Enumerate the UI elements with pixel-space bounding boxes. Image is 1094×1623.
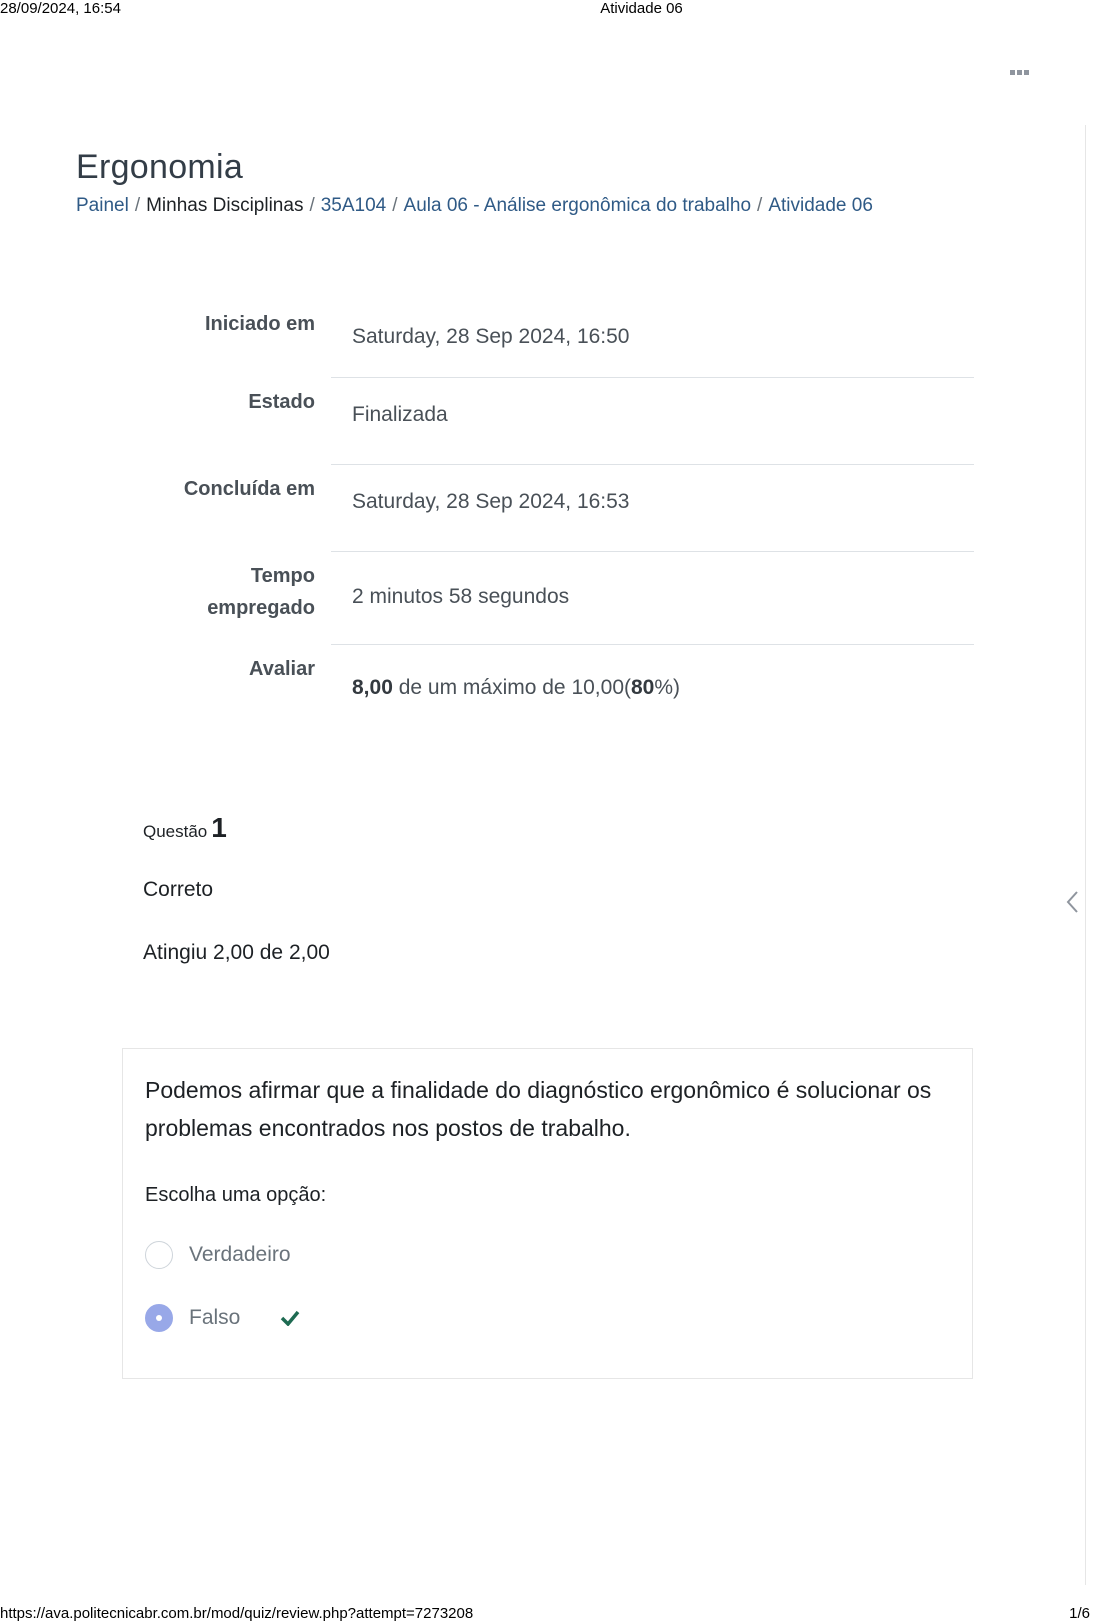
summary-row-started — [122, 300, 974, 378]
radio-falso[interactable] — [145, 1304, 173, 1332]
grade-score: 8,00 — [352, 676, 393, 699]
print-footer-url: https://ava.politecnicabr.com.br/mod/quiz/review.php?attempt=7273208 — [0, 1605, 474, 1622]
time-label — [122, 552, 315, 645]
question-number — [143, 812, 227, 844]
question-content — [122, 1048, 973, 1379]
attempt-summary — [122, 300, 974, 725]
option-label: Verdadeiro — [189, 1243, 291, 1266]
question-state: Correto — [143, 878, 214, 901]
started-value: Saturday, 28 Sep 2024, 16:50 — [331, 300, 974, 378]
question-text: Podemos afirmar que a finalidade do diagnóstico ergonômico é solucionar os problemas encontrados nos postos de trabalho. — [145, 1077, 932, 1141]
time-label-line-2: empregado — [207, 597, 315, 619]
started-label: Iniciado em — [204, 313, 315, 335]
breadcrumb-course-code[interactable]: 35A104 — [320, 195, 387, 216]
question-label: Questão — [143, 822, 208, 841]
option-label: Falso — [189, 1306, 241, 1329]
grade-suffix: %) — [654, 676, 681, 699]
state-value: Finalizada — [331, 378, 974, 465]
summary-row-completed — [122, 465, 974, 552]
state-label: Estado — [248, 391, 315, 413]
breadcrumb-separator: / — [134, 195, 141, 216]
question-grade: Atingiu 2,00 de 2,00 — [143, 941, 330, 964]
breadcrumb-separator: / — [392, 195, 398, 216]
breadcrumb-activity[interactable]: Atividade 06 — [768, 195, 873, 216]
breadcrumb-lesson[interactable]: Aula 06 - Análise ergonômica do trabalho — [403, 195, 752, 216]
print-header-datetime: 28/09/2024, 16:54 — [0, 0, 121, 17]
completed-value: Saturday, 28 Sep 2024, 16:53 — [331, 465, 974, 552]
check-icon — [280, 1310, 300, 1326]
grade-label: Avaliar — [249, 658, 315, 680]
radio-verdadeiro[interactable] — [145, 1241, 173, 1269]
summary-row-time — [122, 552, 974, 645]
print-header-title: Atividade 06 — [600, 0, 683, 17]
grade-value — [331, 645, 974, 725]
print-footer-page: 1/6 — [1069, 1605, 1090, 1622]
breadcrumb-separator: / — [757, 195, 763, 216]
completed-label: Concluída em — [183, 478, 315, 500]
option-verdadeiro[interactable] — [145, 1239, 291, 1271]
summary-row-state — [122, 378, 974, 465]
time-label-line-1: Tempo — [250, 565, 315, 587]
breadcrumb-painel[interactable]: Painel — [76, 195, 129, 216]
question-number-value: 1 — [211, 812, 227, 843]
more-options-icon[interactable] — [1010, 64, 1036, 80]
grade-percent: 80 — [631, 676, 655, 699]
breadcrumb — [76, 195, 873, 217]
option-falso[interactable] — [145, 1302, 300, 1334]
grade-text: de um máximo de 10,00( — [392, 676, 631, 699]
breadcrumb-separator: / — [309, 195, 315, 216]
right-divider — [1085, 125, 1086, 1585]
chevron-left-icon[interactable] — [1063, 888, 1083, 916]
answer-prompt: Escolha uma opção: — [145, 1184, 327, 1206]
breadcrumb-minhas-disciplinas: Minhas Disciplinas — [146, 195, 304, 216]
page-title: Ergonomia — [76, 148, 244, 186]
time-value: 2 minutos 58 segundos — [331, 552, 974, 645]
summary-row-grade — [122, 645, 974, 725]
